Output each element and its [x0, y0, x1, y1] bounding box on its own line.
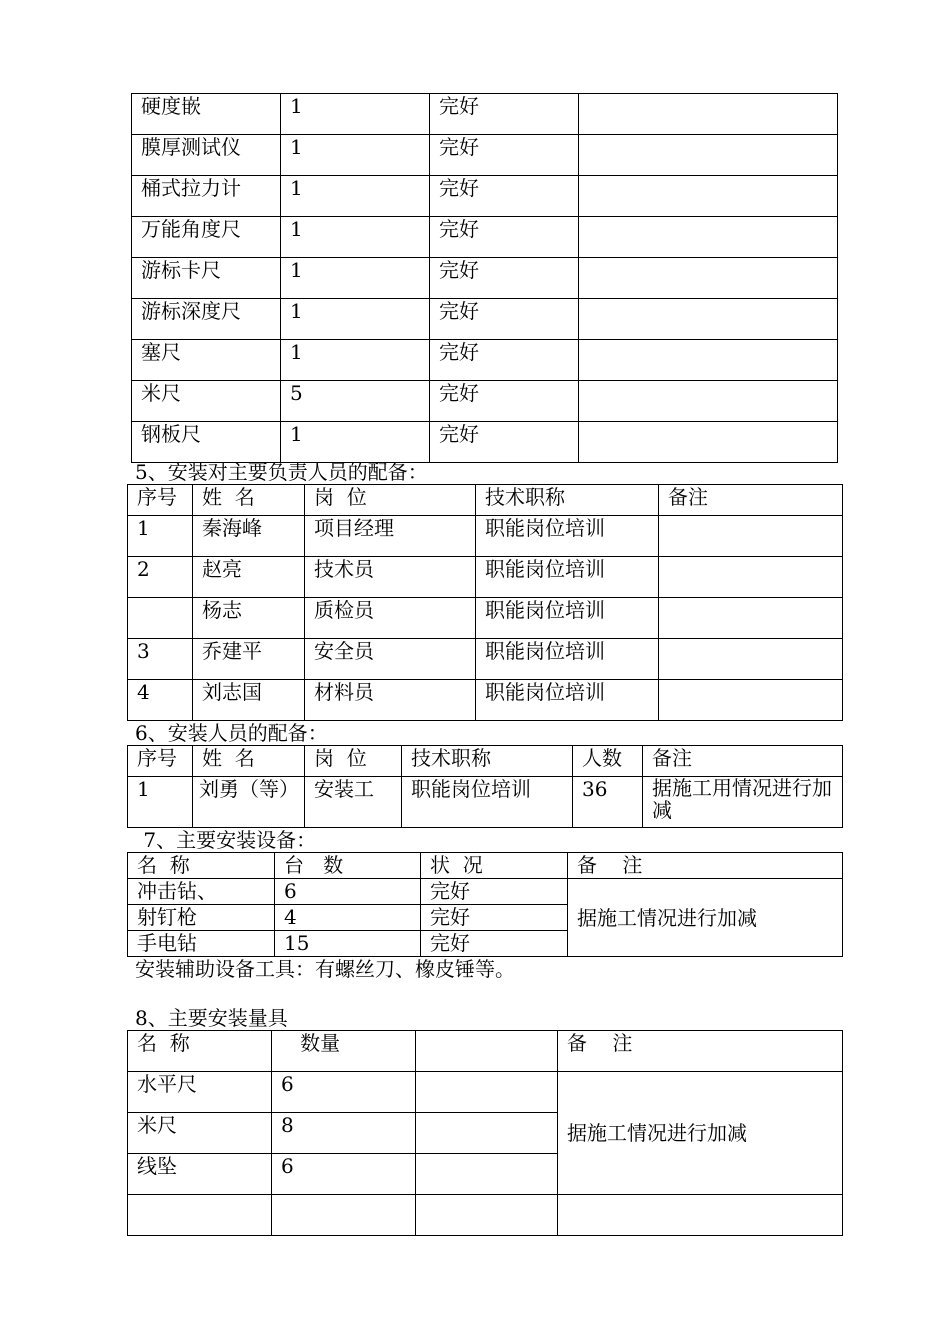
- cell-no: [128, 598, 193, 639]
- table-row: [132, 258, 838, 299]
- equipment-table: [127, 852, 843, 957]
- instruments-table: [131, 93, 838, 463]
- instrument-note: [579, 258, 838, 299]
- cell-empty: [416, 1154, 558, 1195]
- cell-qty: 4: [275, 905, 421, 931]
- column-header: 备注: [643, 746, 843, 777]
- cell-post: 安全员: [305, 639, 476, 680]
- cell-empty: [558, 1195, 843, 1236]
- cell-count: 36: [573, 777, 643, 828]
- instrument-qty: 1: [281, 258, 430, 299]
- instrument-qty: 1: [281, 422, 430, 463]
- cell-no: 1: [128, 777, 193, 828]
- table-row: [128, 598, 843, 639]
- instrument-note: [579, 299, 838, 340]
- instrument-status: 完好: [430, 135, 579, 176]
- cell-status: 完好: [421, 931, 568, 957]
- column-header: 姓 名: [193, 485, 305, 516]
- table-row: [132, 94, 838, 135]
- instrument-note: [579, 381, 838, 422]
- column-header: 状 况: [421, 853, 568, 879]
- instrument-name: 膜厚测试仪: [132, 135, 281, 176]
- cell-post: 安装工: [305, 777, 402, 828]
- cell-empty: [272, 1195, 416, 1236]
- column-header: 台 数: [275, 853, 421, 879]
- cell-qty: 6: [272, 1072, 416, 1113]
- cell-no: 3: [128, 639, 193, 680]
- cell-post: 技术员: [305, 557, 476, 598]
- table-row: [128, 639, 843, 680]
- cell-title: 职能岗位培训: [476, 557, 659, 598]
- cell-note: [659, 639, 843, 680]
- table-header-row: [128, 485, 843, 516]
- table-header-row: [128, 1031, 843, 1072]
- table-header-row: [128, 853, 843, 879]
- column-header: 序号: [128, 746, 193, 777]
- column-header: 技术职称: [402, 746, 573, 777]
- table-row: [132, 217, 838, 258]
- column-header: 名 称: [128, 1031, 272, 1072]
- cell-name: 线坠: [128, 1154, 272, 1195]
- table-row: [128, 777, 843, 828]
- cell-empty: [416, 1195, 558, 1236]
- cell-note: [659, 598, 843, 639]
- cell-no: 4: [128, 680, 193, 721]
- cell-name: 秦海峰: [193, 516, 305, 557]
- cell-title: 职能岗位培训: [476, 639, 659, 680]
- table-row: [128, 879, 843, 905]
- section6-title: 6、安装人员的配备：: [135, 721, 328, 745]
- cell-status: 完好: [421, 879, 568, 905]
- section7-title: 7、主要安装设备：: [137, 828, 317, 852]
- cell-post: 质检员: [305, 598, 476, 639]
- instrument-name: 硬度嵌: [132, 94, 281, 135]
- cell-title: 职能岗位培训: [476, 598, 659, 639]
- installer-staff-table: [127, 745, 843, 828]
- measuring-note: 据施工情况进行加减: [558, 1072, 843, 1195]
- column-header: 序号: [128, 485, 193, 516]
- column-header: 技术职称: [476, 485, 659, 516]
- cell-post: 材料员: [305, 680, 476, 721]
- cell-name: 刘志国: [193, 680, 305, 721]
- cell-qty: 15: [275, 931, 421, 957]
- instrument-name: 钢板尺: [132, 422, 281, 463]
- table-row: [128, 680, 843, 721]
- instrument-status: 完好: [430, 217, 579, 258]
- column-header: 岗 位: [305, 485, 476, 516]
- instrument-status: 完好: [430, 340, 579, 381]
- column-header: [416, 1031, 558, 1072]
- table-row: [132, 381, 838, 422]
- cell-title: 职能岗位培训: [476, 516, 659, 557]
- instrument-status: 完好: [430, 381, 579, 422]
- cell-name: 水平尺: [128, 1072, 272, 1113]
- cell-note: 据施工用情况进行加减: [643, 777, 843, 828]
- instrument-status: 完好: [430, 94, 579, 135]
- cell-name: 射钉枪: [128, 905, 275, 931]
- instrument-qty: 1: [281, 176, 430, 217]
- instrument-qty: 1: [281, 94, 430, 135]
- cell-qty: 6: [272, 1154, 416, 1195]
- instrument-qty: 1: [281, 299, 430, 340]
- cell-post: 项目经理: [305, 516, 476, 557]
- aux-tools-text: 安装辅助设备工具：有螺丝刀、橡皮锤等。: [135, 957, 515, 981]
- instrument-qty: 1: [281, 217, 430, 258]
- table-row: [128, 557, 843, 598]
- table-row: [132, 340, 838, 381]
- cell-name: 赵亮: [193, 557, 305, 598]
- cell-note: [659, 680, 843, 721]
- responsible-staff-table: [127, 484, 843, 721]
- cell-name: 刘勇（等）: [193, 777, 305, 828]
- equipment-note: 据施工情况进行加减: [568, 879, 843, 957]
- table-header-row: [128, 746, 843, 777]
- column-header: 岗 位: [305, 746, 402, 777]
- cell-no: 1: [128, 516, 193, 557]
- cell-note: [659, 516, 843, 557]
- table-row: [132, 299, 838, 340]
- cell-title: 职能岗位培训: [476, 680, 659, 721]
- instrument-name: 游标深度尺: [132, 299, 281, 340]
- cell-status: 完好: [421, 905, 568, 931]
- instrument-name: 游标卡尺: [132, 258, 281, 299]
- cell-name: 米尺: [128, 1113, 272, 1154]
- instrument-qty: 1: [281, 340, 430, 381]
- column-header: 备 注: [568, 853, 843, 879]
- section8-title: 8、主要安装量具: [135, 1006, 288, 1030]
- column-header: 数量: [272, 1031, 416, 1072]
- instrument-note: [579, 340, 838, 381]
- table-row: [132, 176, 838, 217]
- instrument-status: 完好: [430, 258, 579, 299]
- cell-qty: 8: [272, 1113, 416, 1154]
- cell-name: 乔建平: [193, 639, 305, 680]
- instrument-name: 桶式拉力计: [132, 176, 281, 217]
- instrument-name: 塞尺: [132, 340, 281, 381]
- cell-empty: [128, 1195, 272, 1236]
- instrument-note: [579, 422, 838, 463]
- instrument-qty: 1: [281, 135, 430, 176]
- column-header: 姓 名: [193, 746, 305, 777]
- column-header: 备注: [659, 485, 843, 516]
- instrument-status: 完好: [430, 299, 579, 340]
- table-row: [132, 422, 838, 463]
- table-row: [128, 1195, 843, 1236]
- measuring-tools-table: [127, 1030, 843, 1236]
- instrument-status: 完好: [430, 422, 579, 463]
- cell-empty: [416, 1072, 558, 1113]
- cell-qty: 6: [275, 879, 421, 905]
- instrument-name: 万能角度尺: [132, 217, 281, 258]
- table-row: [128, 516, 843, 557]
- instrument-note: [579, 217, 838, 258]
- instrument-note: [579, 176, 838, 217]
- section5-title: 5、安装对主要负责人员的配备：: [135, 460, 428, 484]
- instrument-qty: 5: [281, 381, 430, 422]
- cell-no: 2: [128, 557, 193, 598]
- column-header: 人数: [573, 746, 643, 777]
- cell-title: 职能岗位培训: [402, 777, 573, 828]
- table-row: [128, 1072, 843, 1113]
- instrument-status: 完好: [430, 176, 579, 217]
- column-header: 名 称: [128, 853, 275, 879]
- cell-note: [659, 557, 843, 598]
- instrument-note: [579, 135, 838, 176]
- cell-name: 冲击钻、: [128, 879, 275, 905]
- table-row: [132, 135, 838, 176]
- cell-empty: [416, 1113, 558, 1154]
- column-header: 备 注: [558, 1031, 843, 1072]
- instrument-note: [579, 94, 838, 135]
- cell-name: 手电钻: [128, 931, 275, 957]
- instrument-name: 米尺: [132, 381, 281, 422]
- cell-name: 杨志: [193, 598, 305, 639]
